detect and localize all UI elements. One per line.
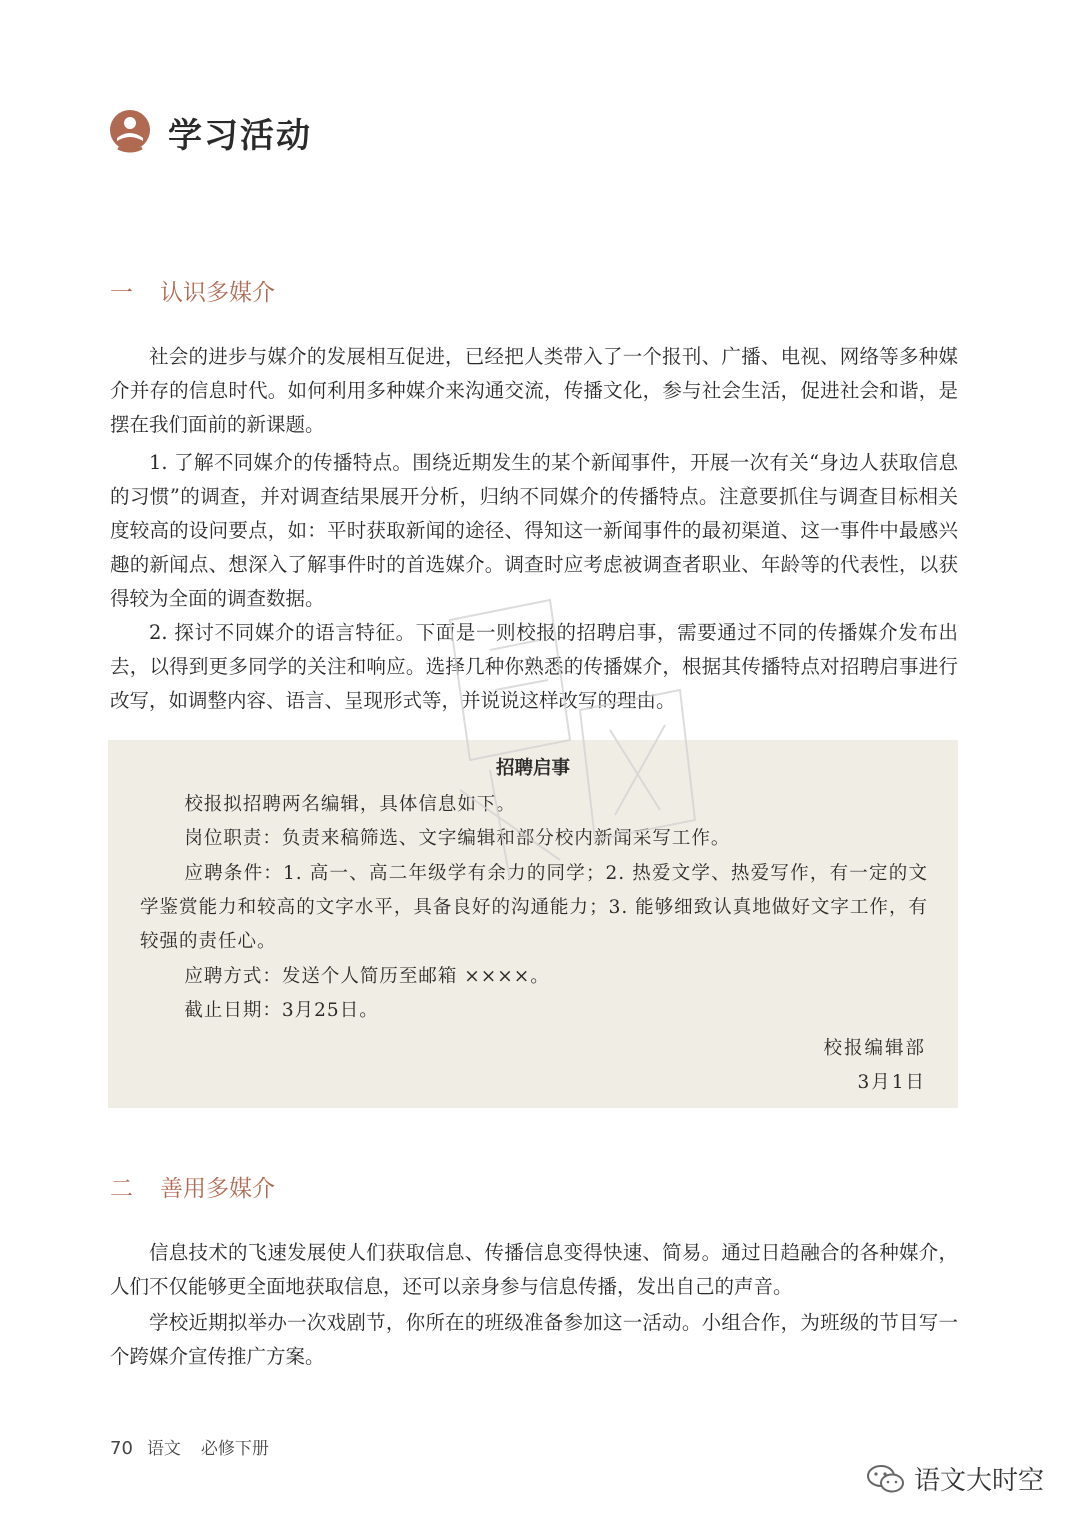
paragraph: 学校近期拟举办一次戏剧节，你所在的班级准备参加这一活动。小组合作，为班级的节目写一个跨媒介宣传推广方案。 [110,1311,958,1368]
wechat-icon [866,1463,906,1495]
section-title: 善用多媒介 [160,1176,275,1202]
section-heading-2 [110,1170,275,1203]
notice-line: 校报拟招聘两名编辑，具体信息如下。 [184,794,516,815]
brand-watermark [866,1460,1044,1497]
paragraph: 社会的进步与媒介的发展相互促进，已经把人类带入了一个报刊、广播、电视、网络等多种媒介并存的信息时代。如何利用多种媒介来沟通交流，传播文化，参与社会生活，促进社会和谐，是摆在我们面前的新课题。 [110,345,958,436]
paragraph: 1. 了解不同媒介的传播特点。围绕近期发生的某个新闻事件，开展一次有关“身边人获取信息的习惯”的调查，并对调查结果展开分析，归纳不同媒介的传播特点。注意要抓住与调查目标相关度较高的设问要点，如：平时获取新闻的途径、得知这一新闻事件的最初渠道、这一事件中最感兴趣的新闻点、想深入了解事件时的首选媒介。调查时应考虑被调查者职业、年龄等的代表性，以获得较为全面的调查数据。 [110,451,958,610]
section-title: 认识多媒介 [160,280,275,306]
notice-line: 岗位职责：负责来稿筛选、文字编辑和部分校内新闻采写工作。 [184,828,731,849]
page-footer [110,1434,269,1459]
watermark [430,560,710,920]
notice-line: 应聘条件：1. 高一、高二年级学有余力的同学；2. 热爱文学、热爱写作，有一定的文学鉴赏能力和较高的文字水平，具备良好的沟通能力；3. 能够细致认真地做好文字工作，有较强的责任心。 [140,863,928,952]
notice-signature: 校报编辑部 [823,1038,926,1059]
page-title: 学习活动 [168,115,312,156]
activity-icon [108,108,152,156]
notice-title: 招聘启事 [495,758,570,779]
page-number: 70 [110,1438,133,1459]
section-number: 一 [110,280,133,306]
notice-date: 3月1日 [857,1072,926,1093]
page-header [108,106,312,158]
section-heading-1 [110,274,275,307]
paragraph: 2. 探讨不同媒介的语言特征。下面是一则校报的招聘启事，需要通过不同的传播媒介发布出去，以得到更多同学的关注和响应。选择几种你熟悉的传播媒介，根据其传播特点对招聘启事进行改写，如调整内容、语言、呈现形式等，并说说这样改写的理由。 [110,621,958,712]
paragraph: 信息技术的飞速发展使人们获取信息、传播信息变得快速、简易。通过日趋融合的各种媒介，人们不仅能够更全面地获取信息，还可以亲身参与信息传播，发出自己的声音。 [110,1241,958,1298]
notice-line: 应聘方式：发送个人简历至邮箱 ××××。 [184,966,550,987]
book-volume: 必修下册 [200,1439,269,1459]
section-number: 二 [110,1176,133,1202]
brand-name: 语文大时空 [913,1466,1044,1496]
notice-line: 截止日期：3月25日。 [184,1000,379,1021]
book-name: 语文 [146,1439,181,1459]
